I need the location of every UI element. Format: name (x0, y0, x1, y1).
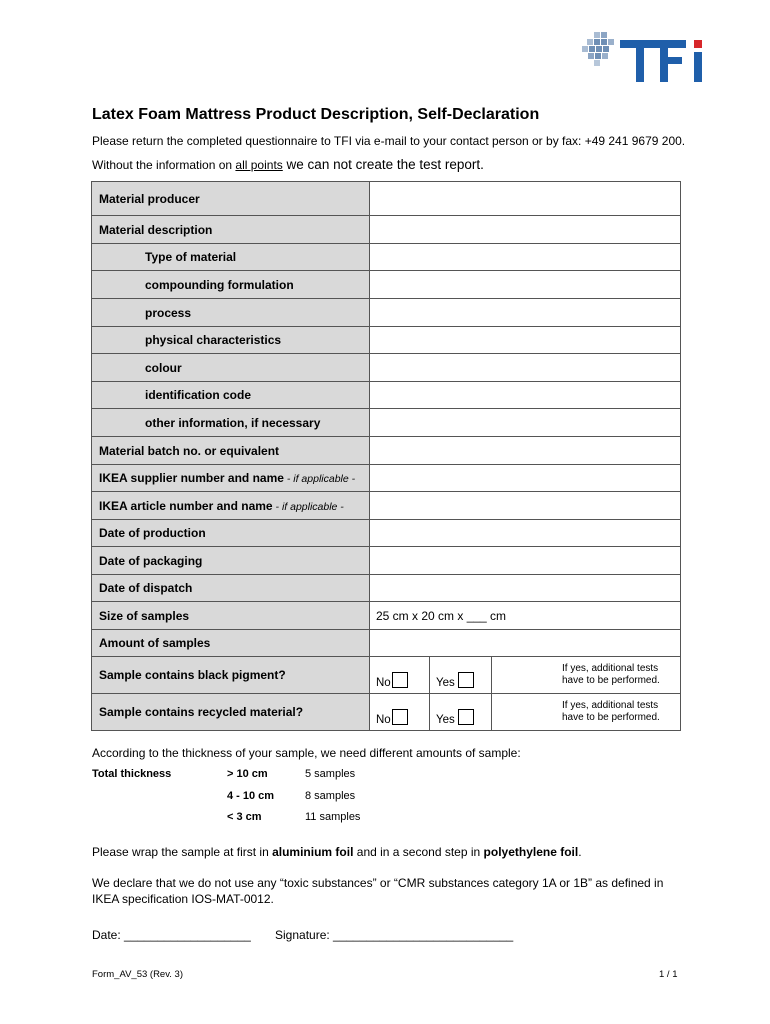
thickness-intro: According to the thickness of your sample, we need different amounts of sample: (92, 746, 521, 760)
form-row (92, 299, 681, 327)
compounding-formulation-field[interactable] (370, 271, 681, 299)
amount-of-samples-label: Amount of samples (92, 630, 370, 657)
form-row (92, 630, 681, 657)
size-of-samples-field[interactable]: 25 cm x 20 cm x ___ cm (370, 602, 681, 630)
material-batch-label: Material batch no. or equivalent (92, 437, 370, 465)
physical-characteristics-field[interactable] (370, 327, 681, 354)
black-pigment-no-checkbox[interactable] (392, 672, 408, 688)
physical-characteristics-label: physical characteristics (92, 327, 370, 354)
page-number: 1 / 1 (659, 969, 678, 980)
black-pigment-note: If yes, additional tests have to be performed. (492, 657, 681, 694)
other-information-field[interactable] (370, 409, 681, 437)
thickness-range: 4 - 10 cm (227, 790, 275, 802)
form-row (92, 354, 681, 382)
material-producer-label: Material producer (92, 182, 370, 216)
colour-label: colour (92, 354, 370, 382)
other-information-label: other information, if necessary (92, 409, 370, 437)
compounding-formulation-label: compounding formulation (92, 271, 370, 299)
form-row (92, 602, 681, 630)
size-of-samples-label: Size of samples (92, 602, 370, 630)
sample-count: 8 samples (305, 790, 356, 802)
recycled-material-yes[interactable] (430, 694, 492, 731)
logo-squares (582, 32, 614, 66)
logo-i-dot (694, 40, 702, 48)
identification-code-field[interactable] (370, 382, 681, 409)
black-pigment-yes[interactable] (430, 657, 492, 694)
thickness-range: < 3 cm (227, 811, 262, 823)
black-pigment-label: Sample contains black pigment? (92, 657, 370, 694)
form-row (92, 437, 681, 465)
ikea-article-field[interactable] (370, 492, 681, 520)
form-row (92, 657, 681, 694)
date-of-dispatch-field[interactable] (370, 575, 681, 602)
tfi-logo (582, 30, 707, 85)
polyethylene-foil-emphasis: polyethylene foil (483, 845, 579, 859)
sample-count: 5 samples (305, 768, 356, 780)
form-row (92, 694, 681, 731)
recycled-material-label: Sample contains recycled material? (92, 694, 370, 731)
recycled-material-no-checkbox[interactable] (392, 709, 408, 725)
type-of-material-label: Type of material (92, 244, 370, 271)
page-title: Latex Foam Mattress Product Description, Self-Declaration (92, 106, 540, 123)
declaration-form (91, 181, 681, 731)
aluminium-foil-emphasis: aluminium foil (272, 845, 354, 859)
yes-label: Yes (436, 714, 455, 726)
form-row (92, 271, 681, 299)
all-points-emphasis: all points (235, 158, 283, 172)
form-row (92, 492, 681, 520)
total-thickness-label: Total thickness (92, 768, 172, 780)
date-field[interactable]: Date: ___________________ (92, 928, 251, 942)
material-description-field[interactable] (370, 216, 681, 244)
material-producer-field[interactable] (370, 182, 681, 216)
recycled-material-yes-checkbox[interactable] (458, 709, 474, 725)
no-label: No (376, 714, 391, 726)
type-of-material-field[interactable] (370, 244, 681, 271)
date-of-packaging-label: Date of packaging (92, 547, 370, 575)
signature-field[interactable]: Signature: ___________________________ (275, 928, 514, 942)
ikea-supplier-label: IKEA supplier number and name - if applicable - (92, 465, 370, 492)
ikea-supplier-field[interactable] (370, 465, 681, 492)
form-row (92, 216, 681, 244)
form-row (92, 327, 681, 354)
intro-text: Please return the completed questionnaire to TFI via e-mail to your contact person or by fax: +49 241 9679 200. (92, 134, 686, 148)
colour-field[interactable] (370, 354, 681, 382)
identification-code-label: identification code (92, 382, 370, 409)
form-row (92, 520, 681, 547)
date-of-dispatch-label: Date of dispatch (92, 575, 370, 602)
recycled-material-no[interactable] (370, 694, 430, 731)
process-label: process (92, 299, 370, 327)
form-row (92, 465, 681, 492)
process-field[interactable] (370, 299, 681, 327)
requirement-text: Without the information on all points we can not create the test report. (92, 157, 484, 172)
form-row (92, 547, 681, 575)
thickness-range: > 10 cm (227, 768, 268, 780)
black-pigment-no[interactable] (370, 657, 430, 694)
form-row (92, 409, 681, 437)
form-row (92, 244, 681, 271)
amount-of-samples-field[interactable] (370, 630, 681, 657)
material-batch-field[interactable] (370, 437, 681, 465)
logo-letters (620, 40, 702, 82)
black-pigment-yes-checkbox[interactable] (458, 672, 474, 688)
wrap-instruction: Please wrap the sample at first in aluminium foil and in a second step in polyethylene foil. (92, 845, 582, 859)
declaration-statement: We declare that we do not use any “toxic substances” or “CMR substances category 1A or 1B” as defined in IKEA specification IOS-MAT-0012. (92, 876, 664, 906)
form-id-footer: Form_AV_53 (Rev. 3) (92, 969, 183, 980)
date-of-packaging-field[interactable] (370, 547, 681, 575)
sample-count: 11 samples (305, 811, 361, 823)
form-row (92, 382, 681, 409)
date-of-production-label: Date of production (92, 520, 370, 547)
form-row (92, 575, 681, 602)
material-description-label: Material description (92, 216, 370, 244)
ikea-article-label: IKEA article number and name - if applicable - (92, 492, 370, 520)
form-row (92, 182, 681, 216)
date-of-production-field[interactable] (370, 520, 681, 547)
no-label: No (376, 677, 391, 689)
recycled-material-note: If yes, additional tests have to be performed. (492, 694, 681, 731)
yes-label: Yes (436, 677, 455, 689)
